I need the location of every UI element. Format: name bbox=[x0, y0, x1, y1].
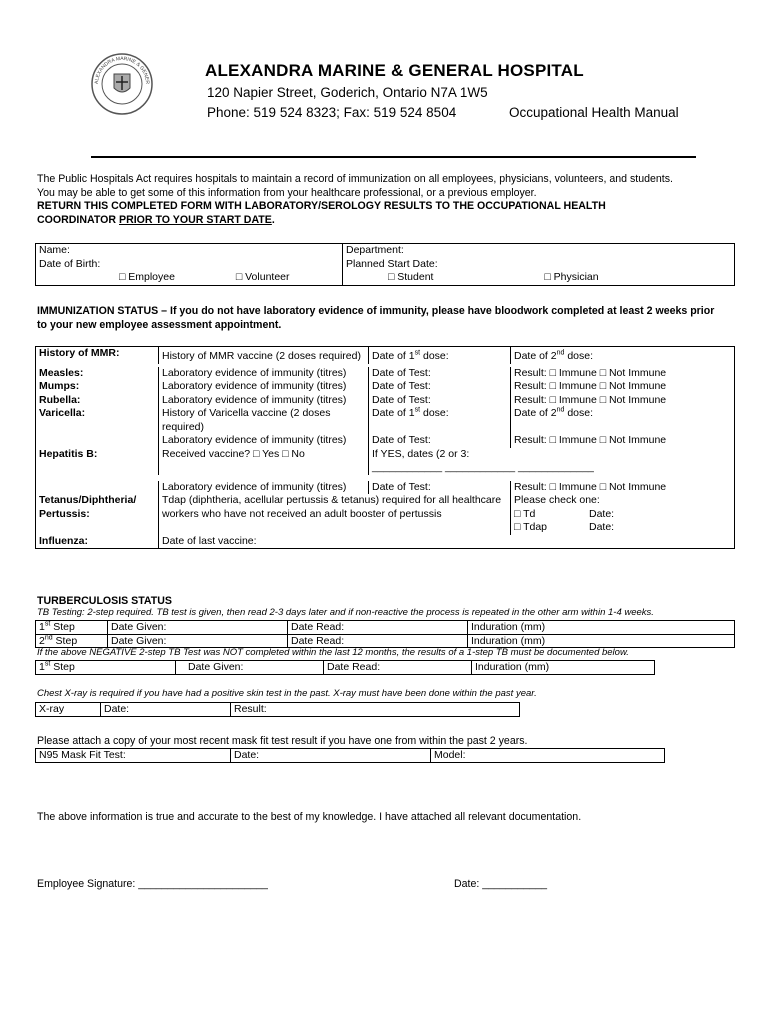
hepb-date[interactable]: Date of Test: bbox=[369, 481, 511, 495]
varicella-description: History of Varicella vaccine (2 doses required) bbox=[159, 407, 369, 434]
xray-result[interactable]: Result: bbox=[231, 703, 520, 717]
varicella-label: Varicella: bbox=[36, 407, 159, 434]
employee-signature-field[interactable]: Employee Signature: ______________________ bbox=[37, 878, 268, 890]
tb-2step-table bbox=[35, 620, 735, 648]
department-field[interactable]: Department: bbox=[343, 244, 735, 258]
empty-cell bbox=[159, 461, 369, 475]
rubella-label: Rubella: bbox=[36, 394, 159, 408]
student-checkbox[interactable]: □ Student bbox=[388, 271, 434, 283]
varicella-date[interactable]: Date of Test: bbox=[369, 434, 511, 448]
intro-line-2: You may be able to get some of this information from your healthcare professional, or a previous employer. bbox=[37, 186, 537, 199]
td-date[interactable]: Date: bbox=[589, 507, 615, 520]
hospital-seal-logo bbox=[90, 52, 154, 116]
rubella-date[interactable]: Date of Test: bbox=[369, 394, 511, 408]
tdap-checkbox[interactable]: □ Tdap bbox=[514, 521, 548, 533]
one-step-date-read[interactable]: Date Read: bbox=[324, 661, 472, 675]
hospital-phone: Phone: 519 524 8323; Fax: 519 524 8504 bbox=[207, 105, 457, 120]
mmr-label: History of MMR: bbox=[36, 347, 159, 364]
hepb-dates[interactable]: ____________ ____________ _____________ bbox=[369, 461, 735, 475]
header-divider bbox=[91, 156, 696, 158]
mumps-label: Mumps: bbox=[36, 380, 159, 394]
step-1-label: 1st Step bbox=[36, 621, 108, 635]
intro-period: . bbox=[271, 213, 275, 226]
one-step-date-given[interactable]: Date Given: bbox=[176, 661, 324, 675]
varicella-first-dose[interactable]: Date of 1st dose: bbox=[369, 407, 511, 434]
n95-model[interactable]: Model: bbox=[431, 749, 665, 763]
varicella-second-dose[interactable]: Date of 2nd dose: bbox=[511, 407, 735, 434]
mumps-result[interactable]: Result: □ Immune □ Not Immune bbox=[511, 380, 735, 394]
step-2-induration[interactable]: Induration (mm) bbox=[468, 634, 735, 648]
start-date-field[interactable]: Planned Start Date: bbox=[343, 258, 735, 272]
intro-text bbox=[37, 173, 737, 227]
svg-text:ALEXANDRA MARINE & GENERAL HOS: ALEXANDRA MARINE & GENER bbox=[93, 55, 151, 85]
tdap-description: Tdap (diphtheria, acellular pertussis & tetanus) required for all healthcare workers who have not received an adult booster of pertussis bbox=[159, 494, 511, 535]
intro-instruction-2: COORDINATOR bbox=[37, 213, 120, 226]
rubella-result[interactable]: Result: □ Immune □ Not Immune bbox=[511, 394, 735, 408]
hospital-address: 120 Napier Street, Goderich, Ontario N7A 1W5 bbox=[207, 85, 488, 100]
please-check-label: Please check one: bbox=[514, 494, 600, 506]
mmr-first-dose[interactable]: Date of 1st dose: bbox=[369, 347, 511, 364]
measles-date[interactable]: Date of Test: bbox=[369, 367, 511, 381]
hepb-lab: Laboratory evidence of immunity (titres) bbox=[159, 481, 369, 495]
mask-fit-table bbox=[35, 748, 665, 763]
varicella-result[interactable]: Result: □ Immune □ Not Immune bbox=[511, 434, 735, 448]
influenza-date[interactable]: Date of last vaccine: bbox=[159, 535, 735, 549]
empty-cell bbox=[36, 434, 159, 448]
varicella-lab: Laboratory evidence of immunity (titres) bbox=[159, 434, 369, 448]
tdap-label: Tetanus/Diphtheria/ Pertussis: bbox=[36, 494, 159, 535]
empty-cell bbox=[36, 461, 159, 475]
mumps-date[interactable]: Date of Test: bbox=[369, 380, 511, 394]
volunteer-checkbox[interactable]: □ Volunteer bbox=[235, 271, 290, 283]
step-1-date-given[interactable]: Date Given: bbox=[108, 621, 288, 635]
declaration-text: The above information is true and accurate to the best of my knowledge. I have attached all relevant documentation. bbox=[37, 811, 582, 823]
td-checkbox[interactable]: □ Td bbox=[514, 507, 536, 520]
measles-result[interactable]: Result: □ Immune □ Not Immune bbox=[511, 367, 735, 381]
step-2-date-read[interactable]: Date Read: bbox=[288, 634, 468, 648]
measles-label: Measles: bbox=[36, 367, 159, 381]
tb-1step-note: If the above NEGATIVE 2-step TB Test was NOT completed within the last 12 months, the results of a 1-step TB must be documented below. bbox=[37, 647, 629, 658]
step-1-date-read[interactable]: Date Read: bbox=[288, 621, 468, 635]
xray-table bbox=[35, 702, 520, 717]
mask-fit-note: Please attach a copy of your most recent mask fit test result if you have one from within the past 2 years. bbox=[37, 735, 528, 747]
immunization-status-note: IMMUNIZATION STATUS – If you do not have laboratory evidence of immunity, please have bloodwork completed at least 2 weeks prior to your new employee assessment appointment. bbox=[37, 305, 715, 331]
hepb-label: Hepatitis B: bbox=[36, 448, 159, 462]
n95-label: N95 Mask Fit Test: bbox=[36, 749, 231, 763]
employee-checkbox[interactable]: □ Employee bbox=[119, 271, 175, 283]
mmr-description: History of MMR vaccine (2 doses required) bbox=[159, 347, 369, 364]
tdap-date[interactable]: Date: bbox=[589, 521, 615, 533]
measles-lab: Laboratory evidence of immunity (titres) bbox=[159, 367, 369, 381]
one-step-induration[interactable]: Induration (mm) bbox=[472, 661, 655, 675]
xray-label: X-ray bbox=[36, 703, 101, 717]
hepb-result[interactable]: Result: □ Immune □ Not Immune bbox=[511, 481, 735, 495]
hospital-name: ALEXANDRA MARINE & GENERAL HOSPITAL bbox=[205, 61, 584, 80]
intro-deadline: PRIOR TO YOUR START DATE bbox=[119, 213, 272, 226]
hepb-if-yes: If YES, dates (2 or 3: bbox=[369, 448, 735, 462]
influenza-label: Influenza: bbox=[36, 535, 159, 549]
one-step-label: 1st Step bbox=[36, 661, 176, 675]
hepb-received[interactable]: Received vaccine? □ Yes □ No bbox=[159, 448, 369, 462]
rubella-lab: Laboratory evidence of immunity (titres) bbox=[159, 394, 369, 408]
tdap-options[interactable] bbox=[511, 494, 735, 535]
intro-line-1: The Public Hospitals Act requires hospitals to maintain a record of immunization on all employees, physicians, volunteers, and students. bbox=[37, 173, 673, 185]
tb-1step-table bbox=[35, 660, 655, 675]
name-field[interactable]: Name: bbox=[36, 244, 343, 258]
mmr-second-dose[interactable]: Date of 2nd dose: bbox=[511, 347, 735, 364]
intro-instruction-1: RETURN THIS COMPLETED FORM WITH LABORATORY/SEROLOGY RESULTS TO THE OCCUPATIONAL HEALTH bbox=[37, 200, 606, 212]
physician-checkbox[interactable]: □ Physician bbox=[544, 271, 599, 283]
manual-name: Occupational Health Manual bbox=[509, 105, 679, 120]
immunization-table bbox=[35, 346, 735, 549]
dob-field[interactable]: Date of Birth: bbox=[36, 258, 343, 272]
xray-date[interactable]: Date: bbox=[101, 703, 231, 717]
step-1-induration[interactable]: Induration (mm) bbox=[468, 621, 735, 635]
n95-date[interactable]: Date: bbox=[231, 749, 431, 763]
tb-note: TB Testing: 2-step required. TB test is given, then read 2-3 days later and if non-reactive the process is repeated in the other arm within 1-4 weeks. bbox=[37, 607, 654, 618]
tb-heading: TURBERCULOSIS STATUS bbox=[37, 595, 172, 607]
personal-info-table bbox=[35, 243, 735, 286]
step-2-label: 2nd Step bbox=[36, 634, 108, 648]
step-2-date-given[interactable]: Date Given: bbox=[108, 634, 288, 648]
xray-note: Chest X-ray is required if you have had a positive skin test in the past. X-ray must have been done within the past year. bbox=[37, 688, 537, 699]
empty-cell bbox=[36, 481, 159, 495]
mumps-lab: Laboratory evidence of immunity (titres) bbox=[159, 380, 369, 394]
signature-date-field[interactable]: Date: ___________ bbox=[454, 878, 548, 890]
